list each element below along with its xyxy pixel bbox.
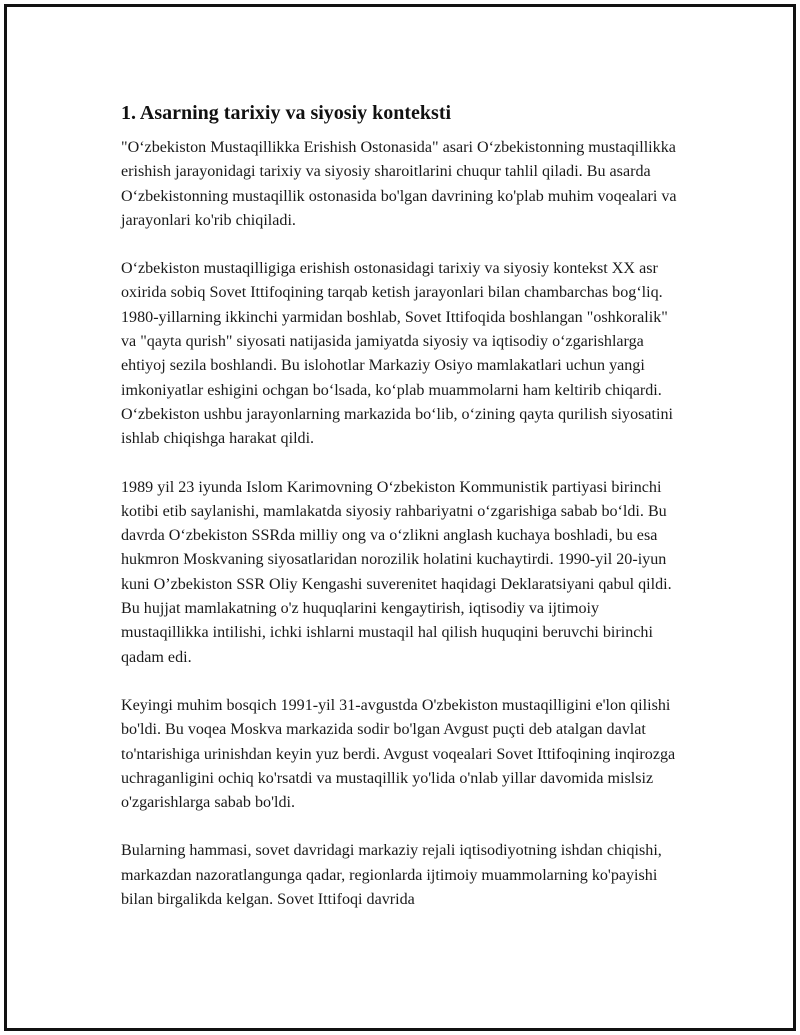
paragraph-intro: "Oʻzbekiston Mustaqillikka Erishish Ostonasida" asari Oʻzbekistonning mustaqillikka erishish jarayonidagi tarixiy va siyosiy sharoitlarini chuqur tahlil qiladi. Bu asarda Oʻzbekistonning mustaqillik ostonasida bo'lgan davrining ko'plab muhim voqealari va jarayonlari ko'rib chiqiladi. <box>121 139 677 229</box>
document-page <box>4 4 796 1031</box>
paragraph-karimov-election: 1989 yil 23 iyunda Islom Karimovning Oʻzbekiston Kommunistik partiyasi birinchi kotibi etib saylanishi, mamlakatda siyosiy rahbariyatni oʻzgarishiga sabab boʻldi. Bu davrda Oʻzbekiston SSRda milliy ong va oʻzlikni anglash kuchaya boshladi, bu esa hukmron Moskvaning siyosatlaridan norozilik holatini kuchaytirdi. 1990-yil 20-iyun kuni O’zbekiston SSR Oliy Kengashi suverenitet haqidagi Deklaratsiyani qabul qildi. Bu hujjat mamlakatning o'z huquqlarini kengaytirish, iqtisodiy va ijtimoiy mustaqillikka intilishi, ichki ishlarni mustaqil hal qilish huquqini beruvchi birinchi qadam edi. <box>121 478 672 666</box>
document-body <box>121 99 687 936</box>
paragraph-historical-context: Oʻzbekiston mustaqilligiga erishish ostonasidagi tarixiy va siyosiy kontekst XX asr oxirida sobiq Sovet Ittifoqining tarqab ketish jarayonlari bilan chambarchas bogʻliq. 1980-yillarning ikkinchi yarmidan boshlab, Sovet Ittifoqida boshlangan "oshkoralik" va "qayta qurish" siyosati natijasida jamiyatda siyosiy va iqtisodiy oʻzgarishlarga ehtiyoj sezila boshlandi. Bu islohotlar Markaziy Osiyo mamlakatlari uchun yangi imkoniyatlar eshigini ochgan boʻlsada, koʻplab muammolarni ham keltirib chiqardi. Oʻzbekiston ushbu jarayonlarning markazida boʻlib, oʻzining qayta qurilish siyosatini ishlab chiqishga harakat qildi. <box>121 260 673 448</box>
section-heading: 1. Asarning tarixiy va siyosiy konteksti <box>121 102 452 124</box>
paragraph-independence-declaration: Keyingi muhim bosqich 1991-yil 31-avgustda O'zbekiston mustaqilligini e'lon qilishi bo'ldi. Bu voqea Moskva markazida sodir bo'lgan Avgust puçti deb atalgan davlat to'ntarishiga urinishdan keyin yuz berdi. Avgust voqealari Sovet Ittifoqining inqirozga uchraganligini ochiq ko'rsatdi va mustaqillik yo'lida o'nlab yillar davomida mislsiz o'zgarishlarga sabab bo'ldi. <box>121 696 676 812</box>
paragraph-economic-collapse: Bularning hammasi, sovet davridagi markaziy rejali iqtisodiyotning ishdan chiqishi, markazdan nazoratlangunga qadar, regionlarda ijtimoiy muammolarning ko'payishi bilan birgalikda kelgan. Sovet Ittifoqi davrida <box>121 842 662 909</box>
